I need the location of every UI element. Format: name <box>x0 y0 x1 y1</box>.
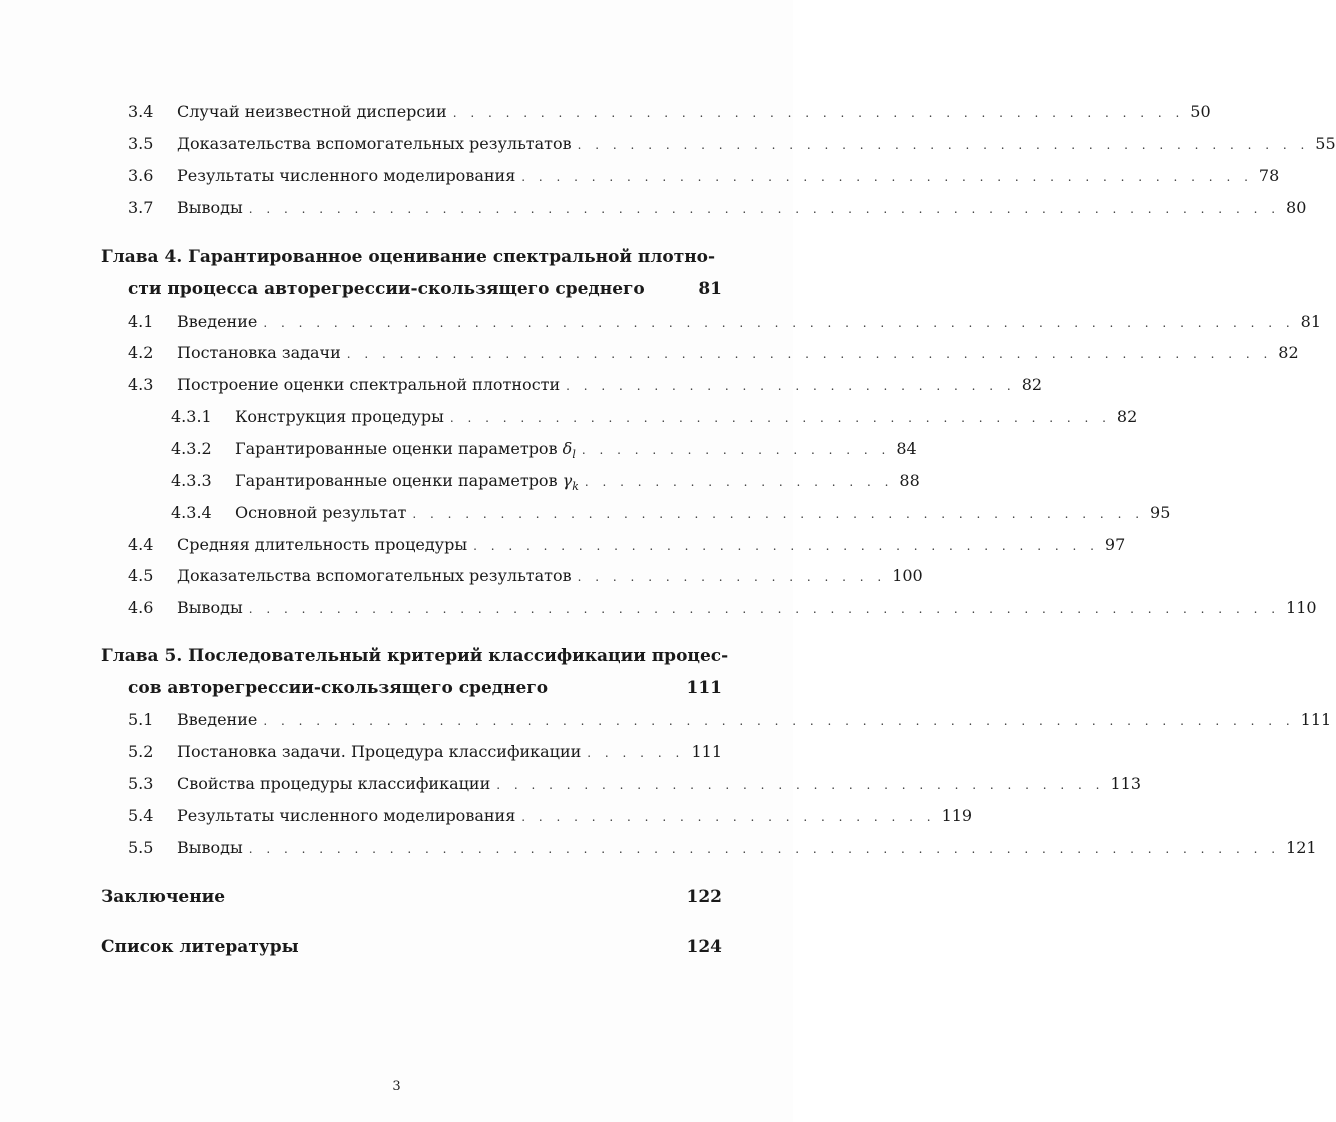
section-number: 4.4 <box>128 535 154 554</box>
delta-subscript: l <box>572 448 576 462</box>
leader-dots: . . . . . . . . . . . . . . . . . . <box>577 570 887 584</box>
toc-entry-5-5[interactable] <box>128 838 1317 859</box>
toc-entry-4-4[interactable] <box>128 535 1126 556</box>
subsection-title: Основной результат <box>235 503 407 522</box>
leader-dots: . . . . . . . . . . . . . . . . . . . . . . . . . . . . . . . . . . . . . . . . . . <box>521 170 1253 184</box>
subsection-number: 4.3.2 <box>171 439 212 458</box>
toc-entry-4-3-1[interactable] <box>171 407 1138 428</box>
leader-dots: . . . . . . . . . . . . . . . . . . . . . . . . . . <box>566 379 1016 393</box>
leader-dots: . . . . . . . . . . . . . . . . . . . . . . . . . . . . . . . . . . . . . . . . . . . . . . . . . . . . . <box>346 347 1273 361</box>
leader-dots: . . . . . . . . . . . . . . . . . . . . . . . . . . . . . . . . . . . . . . <box>449 411 1111 425</box>
subsection-title: Гарантированные оценки параметров $\gamma_k$ <box>235 471 579 494</box>
toc-entry-3-7[interactable] <box>128 198 1307 219</box>
section-title: Случай неизвестной дисперсии <box>177 102 447 121</box>
leader-dots: . . . . . . . . . . . . . . . . . . . . . . . . . . . . . . . . . . . . . . . . . . . . . . . . . . . . . . . . . . . <box>263 316 1295 330</box>
section-number: 5.4 <box>128 806 154 825</box>
gamma-subscript: k <box>572 480 579 494</box>
toc-entry-3-6[interactable] <box>128 166 1280 187</box>
section-number: 3.4 <box>128 102 154 121</box>
section-title: Средняя длительность процедуры <box>177 535 468 554</box>
toc-entry-4-3-4[interactable] <box>171 503 1171 524</box>
leader-dots: . . . . . . . . . . . . . . . . . . <box>581 443 891 457</box>
toc-entry-5-2[interactable] <box>128 742 722 763</box>
section-number: 3.6 <box>128 166 154 185</box>
toc-entry-chapter-4[interactable] <box>128 279 722 299</box>
leader-dots: . . . . . . . . . . . . . . . . . . . . . . . . . . . . . . . . . . . . . . . . . . . . . . . . . . . . . . . . . . . <box>248 602 1281 616</box>
section-title: Постановка задачи <box>177 343 341 362</box>
section-title: Результаты численного моделирования <box>177 806 516 825</box>
page-ref: 81 <box>1300 312 1322 331</box>
page-ref: 113 <box>1110 774 1141 793</box>
section-title: Построение оценки спектральной плотности <box>177 375 561 394</box>
section-title: Постановка задачи. Процедура классификации <box>177 742 582 761</box>
section-title: Выводы <box>177 198 243 217</box>
toc-entry-4-5[interactable] <box>128 566 923 587</box>
section-title: Доказательства вспомогательных результатов <box>177 566 572 585</box>
page-ref: 82 <box>1278 343 1299 362</box>
toc-entry-chapter-5[interactable] <box>128 678 722 698</box>
page-number: 3 <box>392 1079 401 1094</box>
delta-symbol: δ <box>562 439 573 458</box>
page-ref: 55 <box>1315 134 1336 153</box>
page-ref: 122 <box>686 887 722 907</box>
toc-entry-4-1[interactable] <box>128 312 1322 333</box>
leader-dots: . . . . . . . . . . . . . . . . . . . . . . . . . . . . . . . . . . . . . . . . . . . . . . . . . . . . . . . . . . . <box>263 714 1295 728</box>
toc-entry-4-2[interactable] <box>128 343 1299 364</box>
toc-entry-3-4[interactable] <box>128 102 1211 123</box>
subsection-number: 4.3.4 <box>171 503 212 522</box>
references-title: Список литературы <box>101 937 299 957</box>
subsection-title: Конструкция процедуры <box>235 407 444 426</box>
section-title: Свойства процедуры классификации <box>177 774 491 793</box>
section-number: 5.3 <box>128 774 154 793</box>
toc-entry-conclusion[interactable] <box>101 887 722 907</box>
section-number: 4.6 <box>128 598 154 617</box>
toc-entry-4-6[interactable] <box>128 598 1317 619</box>
section-number: 5.1 <box>128 710 154 729</box>
section-number: 4.1 <box>128 312 154 331</box>
section-title: Доказательства вспомогательных результатов <box>177 134 572 153</box>
toc-entry-5-3[interactable] <box>128 774 1141 795</box>
page-ref: 119 <box>941 806 973 825</box>
page-ref: 97 <box>1104 535 1126 554</box>
section-number: 4.5 <box>128 566 154 585</box>
page-ref: 81 <box>698 279 722 299</box>
toc-entry-5-4[interactable] <box>128 806 973 827</box>
section-number: 3.5 <box>128 134 154 153</box>
leader-dots: . . . . . . . . . . . . . . . . . . <box>584 475 894 489</box>
page-ref: 111 <box>686 678 722 698</box>
section-title: Введение <box>177 710 258 729</box>
leader-dots: . . . . . . . . . . . . . . . . . . . . . . . . . . . . . . . . . . . . . . . . . . <box>412 507 1145 521</box>
page-ref: 80 <box>1286 198 1307 217</box>
conclusion-title: Заключение <box>101 887 226 907</box>
section-title: Выводы <box>177 598 243 617</box>
leader-dots: . . . . . . . . . . . . . . . . . . . . . . . . <box>521 810 936 824</box>
chapter-4-title-line-2: сти процесса авторегрессии-скользящего среднего <box>128 279 645 299</box>
chapter-5-title-line-2: сов авторегрессии-скользящего среднего <box>128 678 549 698</box>
page-ref: 82 <box>1021 375 1043 394</box>
page-ref: 100 <box>892 566 923 585</box>
leader-dots: . . . . . . . . . . . . . . . . . . . . . . . . . . . . . . . . . . . . . . . . . . <box>452 106 1185 120</box>
gamma-symbol: γ <box>562 471 573 490</box>
page-ref: 78 <box>1258 166 1280 185</box>
page-ref: 95 <box>1150 503 1171 522</box>
page-ref: 121 <box>1286 838 1317 857</box>
section-number: 5.2 <box>128 742 154 761</box>
page-ref: 124 <box>686 937 722 957</box>
section-number: 4.2 <box>128 343 154 362</box>
leader-dots: . . . . . . . . . . . . . . . . . . . . . . . . . . . . . . . . . . . . . . . . . . . . . . . . . . . . . . . . . . . <box>248 202 1281 216</box>
leader-dots: . . . . . . . . . . . . . . . . . . . . . . . . . . . . . . . . . . . <box>496 778 1105 792</box>
toc-entry-5-1[interactable] <box>128 710 1332 731</box>
subsection-title: Гарантированные оценки параметров $\delta_l$ <box>235 439 576 462</box>
page-ref: 111 <box>1300 710 1332 729</box>
section-title: Введение <box>177 312 258 331</box>
toc-entry-references[interactable] <box>101 937 722 957</box>
page-ref: 110 <box>1286 598 1317 617</box>
page-ref: 84 <box>896 439 917 458</box>
subsection-number: 4.3.1 <box>171 407 212 426</box>
chapter-4-title-line-1[interactable]: Глава 4. Гарантированное оценивание спектральной плотно- <box>101 247 716 267</box>
page-ref: 82 <box>1116 407 1138 426</box>
section-title: Выводы <box>177 838 243 857</box>
section-number: 4.3 <box>128 375 154 394</box>
toc-entry-3-5[interactable] <box>128 134 1336 155</box>
section-number: 3.7 <box>128 198 154 217</box>
toc-entry-4-3[interactable] <box>128 375 1043 396</box>
leader-dots: . . . . . . . . . . . . . . . . . . . . . . . . . . . . . . . . . . . . . . . . . . . . . . . . . . . . . . . . . . . <box>248 842 1281 856</box>
section-title: Результаты численного моделирования <box>177 166 516 185</box>
toc-entry-4-3-3[interactable] <box>171 471 920 497</box>
section-number: 5.5 <box>128 838 154 857</box>
leader-dots: . . . . . . . . . . . . . . . . . . . . . . . . . . . . . . . . . . . . <box>473 539 1099 553</box>
toc-entry-4-3-2[interactable] <box>171 439 917 465</box>
subsection-number: 4.3.3 <box>171 471 212 490</box>
page-ref: 50 <box>1190 102 1211 121</box>
leader-dots: . . . . . . <box>587 746 685 760</box>
page-ref: 88 <box>899 471 920 490</box>
page-ref: 111 <box>691 742 722 761</box>
chapter-5-title-line-1[interactable]: Глава 5. Последовательный критерий классификации процес- <box>101 646 729 666</box>
leader-dots: . . . . . . . . . . . . . . . . . . . . . . . . . . . . . . . . . . . . . . . . . . <box>577 138 1310 152</box>
